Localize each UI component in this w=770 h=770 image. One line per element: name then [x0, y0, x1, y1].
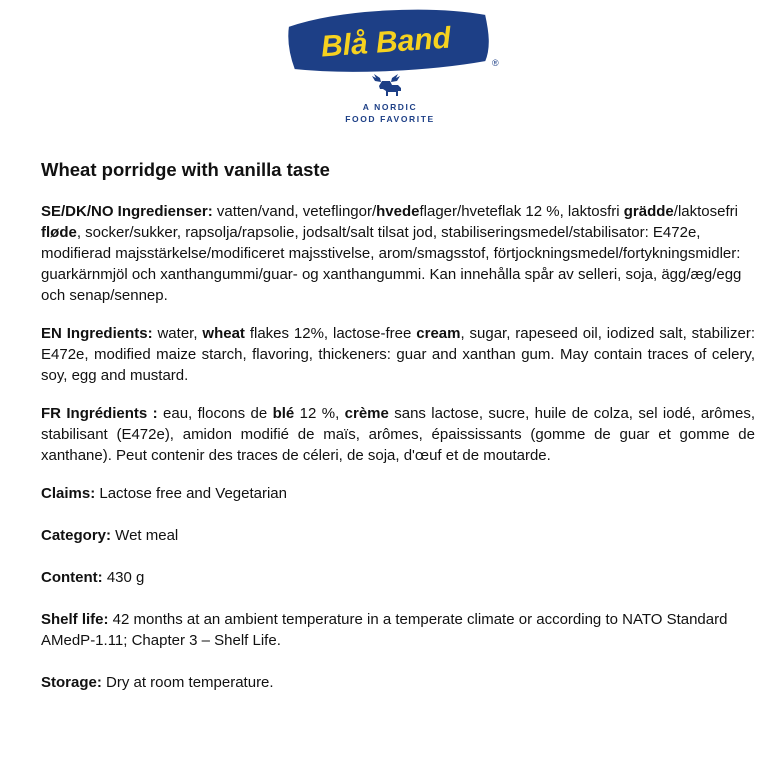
section-en-ingredients: EN Ingredients: water, wheat flakes 12%, lactose-free cream, sugar, rapeseed oil, iodized salt, stabilizer: E472e, modified maize starch, flavoring, thickeners: guar and xanthan gum. May contain traces of celery, soy, egg and mustard. — [41, 325, 756, 384]
page-title: Wheat porridge with vanilla taste — [41, 159, 330, 180]
section-label: EN Ingredients: — [41, 325, 153, 342]
product-sheet — [41, 158, 755, 714]
section-fr-ingredients: FR Ingrédients : eau, flocons de blé 12 %, crème sans lactose, sucre, huile de colza, sel iodé, arômes, stabilisant (E472e), amidon modifié de maïs, arômes, épaississants (gomme de guar et gomme de xanthane). Peut contenir des traces de céleri, de soja, d'œuf et de moutarde. — [41, 405, 756, 464]
section-se-ingredients: SE/DK/NO Ingredienser: vatten/vand, veteflingor/hvedeflager/hveteflak 12 %, laktosfri grädde/laktosefri fløde, socker/sukker, rapsolja/rapsolie, jodsalt/salt tilsat jod, stabiliseringsmedel/stabilisator: E472e, modifierad majsstärkelse/modificeret majsstivelse, arom/smagsstof, förtjockningsmedel/fortykningsmidler: guarkärnmjöl och xanthangummi/guar- og xanthangummi. Kan innehålla spår av selleri, soja, ägg/æg/egg och senap/sennep. — [41, 203, 742, 304]
logo-banner — [280, 4, 500, 104]
registered-mark: ® — [492, 58, 499, 68]
logo-tagline-line2: FOOD FAVORITE — [345, 114, 435, 124]
section-storage: Storage: Dry at room temperature. — [41, 674, 274, 691]
section-claims: Claims: Lactose free and Vegetarian — [41, 485, 287, 502]
section-label: FR Ingrédients : — [41, 405, 158, 422]
section-label: SE/DK/NO Ingredienser: — [41, 203, 213, 220]
brand-name: Blå Band — [319, 21, 452, 64]
brand-logo — [280, 4, 500, 126]
logo-tagline-line1: A NORDIC — [362, 102, 418, 112]
section-content: Content: 430 g — [41, 569, 145, 586]
section-category: Category: Wet meal — [41, 527, 179, 544]
moose-icon — [372, 74, 401, 96]
section-shelf-life: Shelf life: 42 months at an ambient temperature in a temperate climate or according to NATO Standard AMedP-1.11; Chapter 3 – Shelf Life. — [41, 611, 728, 649]
